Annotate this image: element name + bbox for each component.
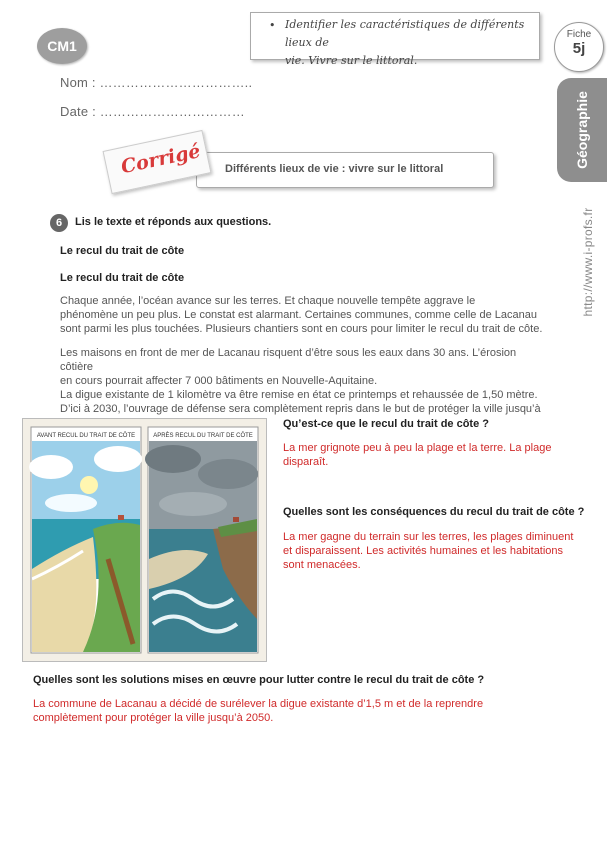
subject-label: Géographie (574, 91, 590, 169)
answer-line: La commune de Lacanau a décidé de surélever la digue existante d’1,5 m et de la reprendre (33, 698, 484, 710)
lesson-title: Différents lieux de vie : vivre sur le littoral (225, 163, 444, 175)
answer-1 (283, 441, 573, 469)
answer-line: La mer gagne du terrain sur les terres, les plages diminuent (283, 531, 574, 543)
fiche-badge (554, 22, 604, 72)
coast-illustration-svg (23, 419, 266, 661)
question-3: Quelles sont les solutions mises en œuvre pour lutter contre le recul du trait de côte ? (33, 674, 485, 686)
question-2: Quelles sont les conséquences du recul du trait de côte ? (283, 506, 585, 518)
objective-box (250, 12, 540, 67)
objective-line-1: Identifier les caractéristiques de différents lieux de (285, 18, 525, 49)
objective-line-2: vie. Vivre sur le littoral. (285, 54, 418, 67)
text-heading-1: Le recul du trait de côte (60, 245, 185, 257)
date-field: Date : …………………………… (60, 104, 245, 119)
paragraph-line: phénomène un peu plus. Le constat est alarmant. Certaines communes, comme celle de Lacanau (60, 309, 537, 321)
paragraph-line: D’ici à 2030, l’ouvrage de défense sera complètement repris dans le but de protéger la ville jusqu’à (60, 403, 541, 415)
coast-illustration (22, 418, 267, 662)
paragraph-line: en cours pourrait affecter 7 000 bâtiments en Nouvelle-Aquitaine. (60, 375, 378, 387)
paragraph-line: Chaque année, l’océan avance sur les terres. Et chaque nouvelle tempête aggrave le (60, 295, 476, 307)
answer-line: disparaît. (283, 456, 329, 468)
answer-line: et disparaissent. Les activités humaines et les habitations (283, 545, 564, 557)
answer-3 (33, 697, 573, 725)
label-before: AVANT RECUL DU TRAIT DE CÔTE (36, 433, 136, 439)
subject-tab (557, 78, 607, 182)
label-after: APRÈS RECUL DU TRAIT DE CÔTE (153, 433, 253, 439)
answer-2 (283, 530, 583, 572)
answer-line: complètement pour protéger la ville jusqu’à 2050. (33, 712, 274, 724)
answer-line: sont menacées. (283, 559, 361, 571)
fiche-label: Fiche (566, 29, 592, 40)
answer-line: La mer grignote peu à peu la plage et la terre. La plage (283, 442, 552, 454)
text-heading-2: Le recul du trait de côte (60, 272, 185, 284)
question-1: Qu’est-ce que le recul du trait de côte ? (283, 418, 489, 430)
paragraph-line: sont parmi les plus touchées. Plusieurs chantiers sont en cours pour limiter le recul du trait de côte. (60, 323, 543, 335)
site-url-text: http://www.i-profs.fr (581, 207, 595, 317)
step-number: 6 (50, 214, 68, 232)
lesson-title-box (196, 152, 494, 188)
correction-tag-text: Corrigé (119, 140, 203, 179)
level-badge: CM1 (37, 28, 87, 64)
paragraph-line: Les maisons en front de mer de Lacanau risquent d’être sous les eaux dans 30 ans. L’érosion côtière (60, 347, 517, 373)
objective-bullet: • (269, 19, 276, 32)
name-field: Nom : …………………………….. (60, 75, 253, 90)
fiche-number: 5j (572, 40, 586, 57)
paragraph-line: La digue existante de 1 kilomètre va être remise en état ce printemps et rehaussée de 1,50 mètre. (60, 389, 538, 401)
paragraph-1 (60, 294, 550, 336)
instruction: Lis le texte et réponds aux questions. (75, 216, 272, 228)
